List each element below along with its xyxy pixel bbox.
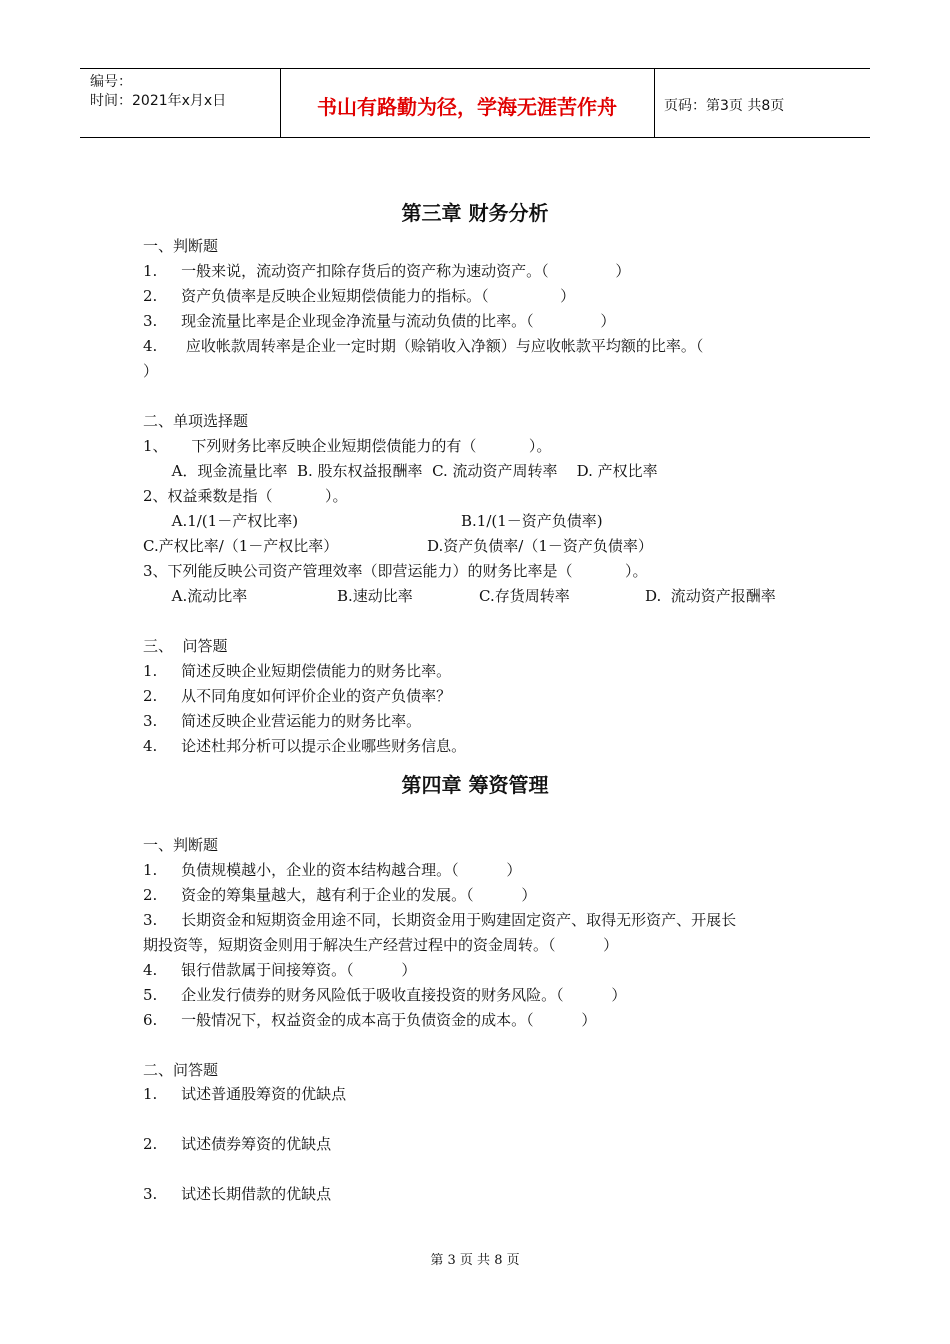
option-c: C.存货周转率 <box>479 587 570 605</box>
section-heading: 二、问答题 <box>143 1061 219 1079</box>
question-line: 2. 资产负债率是反映企业短期偿债能力的指标。（ ） <box>143 287 576 305</box>
section-heading: 二、单项选择题 <box>143 412 249 430</box>
question-line: 3. 现金流量比率是企业现金净流量与流动负债的比率。（ ） <box>143 312 616 330</box>
header-motto: 书山有路勤为径，学海无涯苦作舟 <box>317 95 617 119</box>
question-line: 期投资等，短期资金则用于解决生产经营过程中的资金周转。（ ） <box>143 936 619 954</box>
option-a: A.1/(1－产权比率) <box>143 512 299 530</box>
option-c: C.产权比率/（1－产权比率） <box>143 537 339 555</box>
question-line: 3. 试述长期借款的优缺点 <box>143 1185 332 1203</box>
question-line: 2. 资金的筹集量越大，越有利于企业的发展。（ ） <box>143 886 537 904</box>
section-heading: 一、判断题 <box>143 237 219 255</box>
question-line: 5. 企业发行债券的财务风险低于吸收直接投资的财务风险。（ ） <box>143 986 627 1004</box>
option-d: D. 流动资产报酬率 <box>645 587 776 605</box>
options-line: A．现金流量比率 B. 股东权益报酬率 C. 流动资产周转率 D. 产权比率 <box>143 462 658 480</box>
header-page-info: 页码：第3页 共8页 <box>664 98 785 114</box>
chapter-title: 第四章 筹资管理 <box>401 773 549 797</box>
section-heading: 一、判断题 <box>143 836 219 854</box>
question-line: 4. 论述杜邦分析可以提示企业哪些财务信息。 <box>143 737 467 755</box>
question-line: 4. 银行借款属于间接筹资。（ ） <box>143 961 417 979</box>
option-a: A.流动比率 <box>143 587 248 605</box>
option-d: D.资产负债率/（1－资产负债率） <box>427 537 653 555</box>
question-line: 1. 一般来说，流动资产扣除存货后的资产称为速动资产。（ ） <box>143 262 631 280</box>
question-line: 2、权益乘数是指（ ）。 <box>143 487 348 505</box>
date-line: 时间：2021年x月x日 <box>90 93 227 109</box>
question-line: 3. 长期资金和短期资金用途不同，长期资金用于购建固定资产、取得无形资产、开展长 <box>143 911 737 929</box>
option-b: B.1/(1－资产负债率) <box>461 512 603 530</box>
question-line: 2. 从不同角度如何评价企业的资产负债率？ <box>143 687 452 705</box>
chapter-title: 第三章 财务分析 <box>401 201 549 225</box>
number-label: 编号： <box>90 74 132 90</box>
question-line: 3. 简述反映企业营运能力的财务比率。 <box>143 712 422 730</box>
page-header <box>80 68 870 138</box>
header-left-cell <box>90 73 226 111</box>
page-footer: 第 3 页 共 8 页 <box>430 1253 520 1268</box>
question-line: 6. 一般情况下，权益资金的成本高于负债资金的成本。（ ） <box>143 1011 597 1029</box>
header-divider <box>654 69 655 137</box>
question-line: 4. 应收帐款周转率是企业一定时期（赊销收入净额）与应收帐款平均额的比率。（ <box>143 337 704 355</box>
option-b: B.速动比率 <box>337 587 413 605</box>
question-line: 1. 试述普通股筹资的优缺点 <box>143 1085 347 1103</box>
question-line: 3、下列能反映公司资产管理效率（即营运能力）的财务比率是（ ）。 <box>143 562 648 580</box>
question-line: 1. 负债规模越小，企业的资本结构越合理。（ ） <box>143 861 522 879</box>
question-line: 1、 下列财务比率反映企业短期偿债能力的有（ ）。 <box>143 437 552 455</box>
question-line: 1. 简述反映企业短期偿债能力的财务比率。 <box>143 662 452 680</box>
section-heading: 三、 问答题 <box>143 637 228 655</box>
question-line: ） <box>143 362 159 380</box>
question-line: 2. 试述债券筹资的优缺点 <box>143 1135 332 1153</box>
